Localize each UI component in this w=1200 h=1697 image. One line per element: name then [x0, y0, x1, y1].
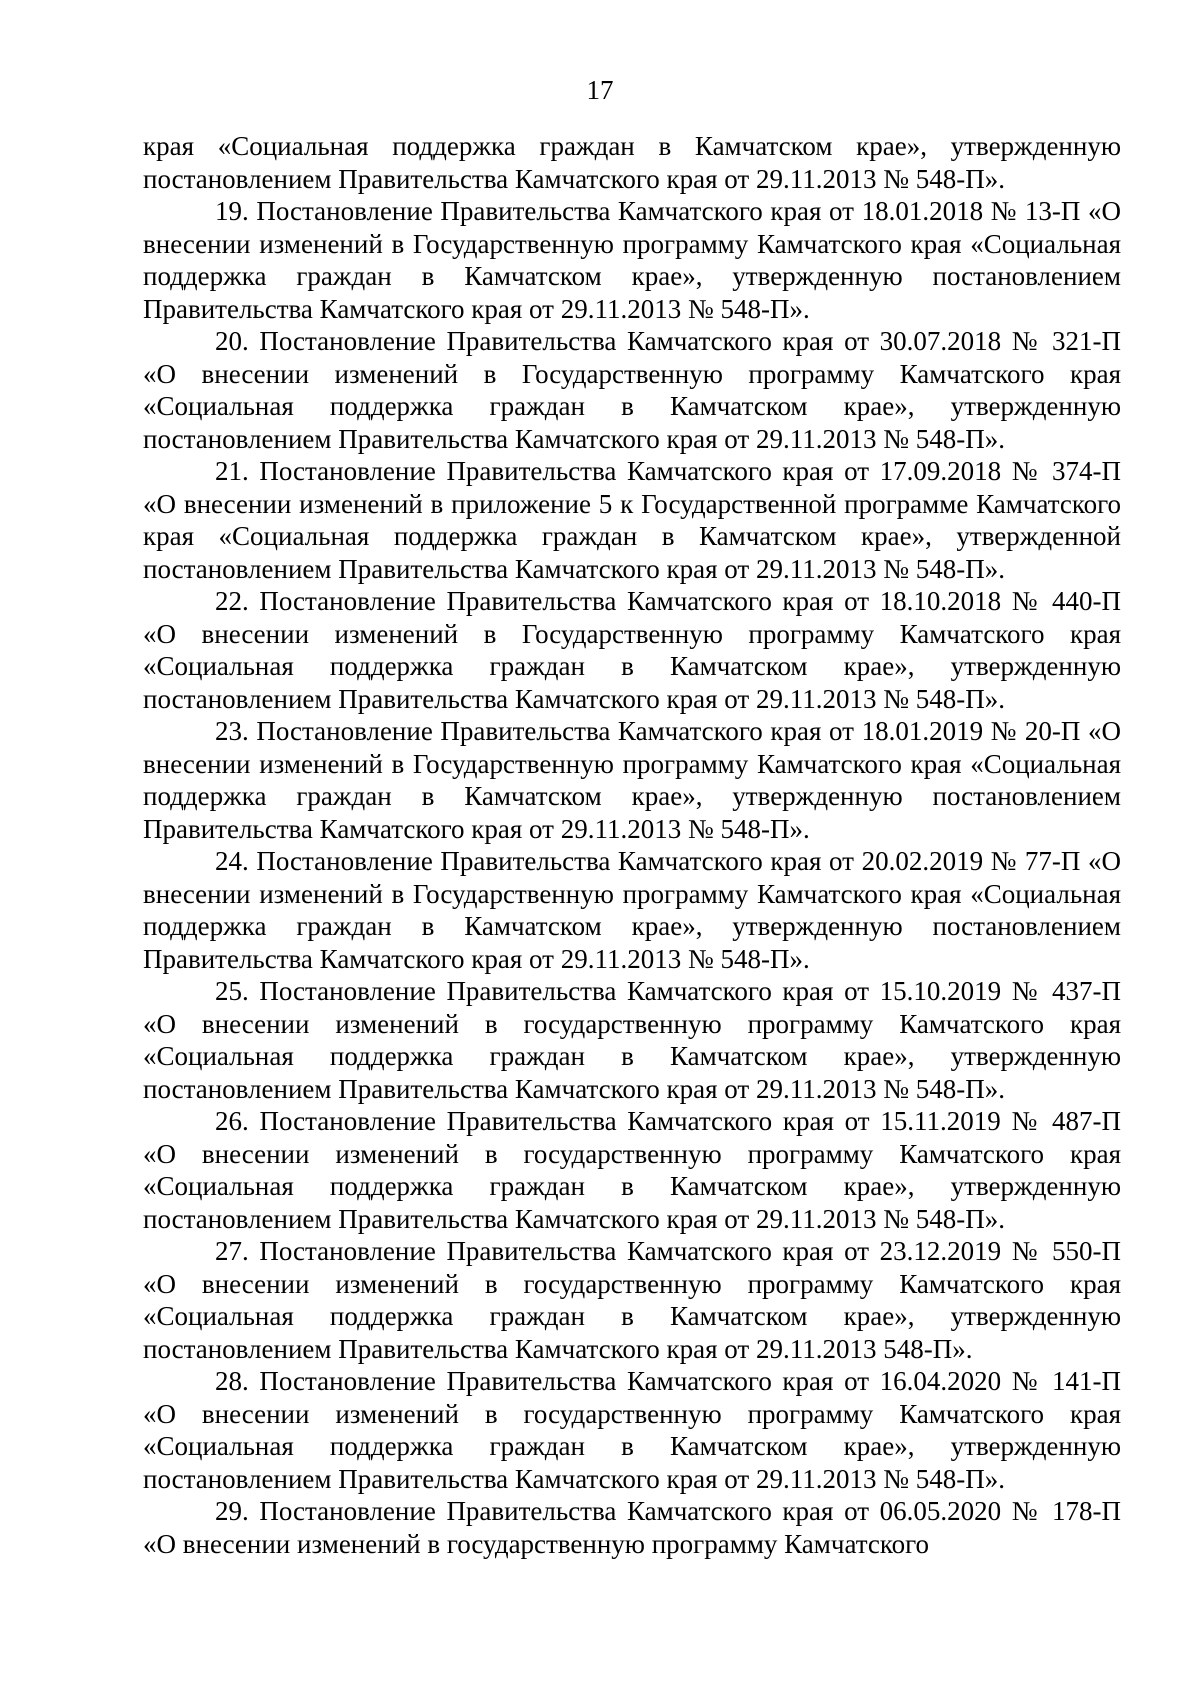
- list-item-28: 28. Постановление Правительства Камчатского края от 16.04.2020 № 141-П «О внесении изменений в государственную программу Камчатского края «Социальная поддержка граждан в Камчатском крае», утвержденную постановлением Правительства Камчатского края от 29.11.2013 № 548-П».: [143, 1366, 1121, 1494]
- list-item-23: 23. Постановление Правительства Камчатского края от 18.01.2019 № 20-П «О внесении изменений в Государственную программу Камчатского края «Социальная поддержка граждан в Камчатском крае», утвержденную постановлением Правительства Камчатского края от 29.11.2013 № 548-П».: [143, 716, 1121, 844]
- list-item-25: 25. Постановление Правительства Камчатского края от 15.10.2019 № 437-П «О внесении изменений в государственную программу Камчатского края «Социальная поддержка граждан в Камчатском крае», утвержденную постановлением Правительства Камчатского края от 29.11.2013 № 548-П».: [143, 976, 1121, 1104]
- list-item-24: 24. Постановление Правительства Камчатского края от 20.02.2019 № 77-П «О внесении изменений в Государственную программу Камчатского края «Социальная поддержка граждан в Камчатском крае», утвержденную постановлением Правительства Камчатского края от 29.11.2013 № 548-П».: [143, 846, 1121, 974]
- list-item-19: 19. Постановление Правительства Камчатского края от 18.01.2018 № 13-П «О внесении изменений в Государственную программу Камчатского края «Социальная поддержка граждан в Камчатском крае», утвержденную постановлением Правительства Камчатского края от 29.11.2013 № 548-П».: [143, 196, 1121, 324]
- list-item-27: 27. Постановление Правительства Камчатского края от 23.12.2019 № 550-П «О внесении изменений в государственную программу Камчатского края «Социальная поддержка граждан в Камчатском крае», утвержденную постановлением Правительства Камчатского края от 29.11.2013 548-П».: [143, 1236, 1121, 1364]
- page-number: 17: [586, 75, 614, 105]
- document-body: [143, 130, 1121, 1560]
- list-item-22: 22. Постановление Правительства Камчатского края от 18.10.2018 № 440-П «О внесении изменений в Государственную программу Камчатского края «Социальная поддержка граждан в Камчатском крае», утвержденную постановлением Правительства Камчатского края от 29.11.2013 № 548-П».: [143, 586, 1121, 714]
- list-item-26: 26. Постановление Правительства Камчатского края от 15.11.2019 № 487-П «О внесении изменений в государственную программу Камчатского края «Социальная поддержка граждан в Камчатском крае», утвержденную постановлением Правительства Камчатского края от 29.11.2013 № 548-П».: [143, 1106, 1121, 1234]
- list-item-21: 21. Постановление Правительства Камчатского края от 17.09.2018 № 374-П «О внесении изменений в приложение 5 к Государственной программе Камчатского края «Социальная поддержка граждан в Камчатском крае», утвержденной постановлением Правительства Камчатского края от 29.11.2013 № 548-П».: [143, 456, 1121, 584]
- list-item-20: 20. Постановление Правительства Камчатского края от 30.07.2018 № 321-П «О внесении изменений в Государственную программу Камчатского края «Социальная поддержка граждан в Камчатском крае», утвержденную постановлением Правительства Камчатского края от 29.11.2013 № 548-П».: [143, 326, 1121, 454]
- list-item-29: 29. Постановление Правительства Камчатского края от 06.05.2020 № 178-П «О внесении изменений в государственную программу Камчатского: [143, 1496, 1121, 1559]
- paragraph-continuation: края «Социальная поддержка граждан в Камчатском крае», утвержденную постановлением Правительства Камчатского края от 29.11.2013 № 548-П».: [143, 131, 1121, 194]
